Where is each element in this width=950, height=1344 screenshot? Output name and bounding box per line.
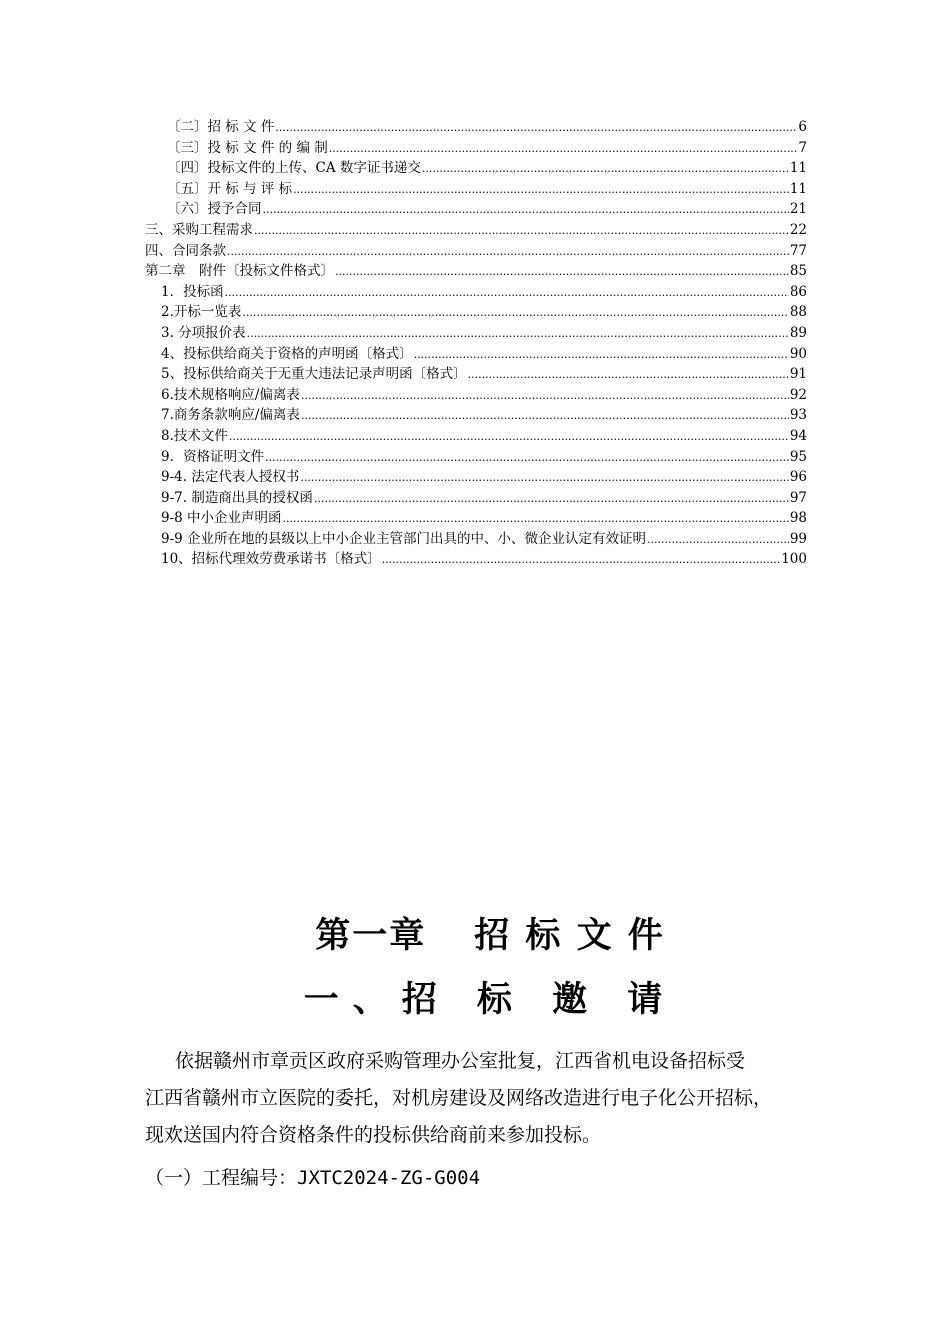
toc-entry-label: 9-8 中小企业声明函 <box>161 510 282 527</box>
toc-entry-page: 91 <box>789 366 807 383</box>
toc-leader-dots <box>301 386 789 407</box>
toc-entry-page: 90 <box>789 345 807 362</box>
toc-entry[interactable] <box>145 199 807 220</box>
toc-entry-label: 〔六〕授予合同 <box>167 201 262 218</box>
toc-leader-dots <box>265 448 789 469</box>
toc-entry-label: 四、合同条款 <box>145 242 226 259</box>
toc-leader-dots <box>382 550 781 571</box>
toc-leader-dots <box>247 324 789 345</box>
toc-entry[interactable] <box>145 364 807 385</box>
toc-leader-dots <box>301 406 789 427</box>
toc-entry-page: 94 <box>789 427 807 444</box>
toc-entry-page: 77 <box>789 242 807 259</box>
toc-entry[interactable] <box>145 344 807 365</box>
toc-entry-label: 10、招标代理效劳费承诺书〔格式〕 <box>161 551 381 568</box>
toc-entry-label: 三、采购工程需求 <box>145 221 253 238</box>
toc-entry-label: 9-4. 法定代表人授权书 <box>161 469 300 486</box>
toc-entry-page: 89 <box>789 324 807 341</box>
toc-entry-label: 〔五〕开 标 与 评 标 <box>167 180 293 197</box>
toc-entry-page: 96 <box>789 469 807 486</box>
toc-entry-label: 8.技术文件 <box>161 427 228 444</box>
toc-entry-label: 9-7. 制造商出具的授权函 <box>161 489 313 506</box>
body-paragraph <box>145 1043 855 1154</box>
project-number-line: （一）工程编号：JXTC2024-ZG-G004 <box>145 1167 481 1189</box>
toc-entry-label: 9-9 企业所在地的县级以上中小企业主管部门出具的中、小、微企业认定有效证明 <box>161 530 647 547</box>
toc-entry-page: 11 <box>789 160 807 177</box>
toc-entry-label: 2.开标一览表 <box>161 304 242 321</box>
toc-entry-label: 第二章 附件〔投标文件格式〕 <box>145 263 334 280</box>
toc-entry[interactable] <box>145 508 807 529</box>
toc-leader-dots <box>422 159 789 180</box>
toc-entry[interactable] <box>145 549 807 570</box>
toc-leader-dots <box>275 118 797 139</box>
toc-entry-page: 99 <box>789 530 807 547</box>
toc-entry-page: 93 <box>789 407 807 424</box>
toc-leader-dots <box>225 283 789 304</box>
toc-entry-page: 6 <box>798 119 807 135</box>
toc-entry-page: 97 <box>789 489 807 506</box>
body-line: 江西省赣州市立医院的委托，对机房建设及网络改造进行电子化公开招标， <box>145 1087 773 1109</box>
toc-entry-label: 5、投标供给商关于无重大违法记录声明函〔格式〕 <box>161 366 467 383</box>
toc-entry[interactable] <box>145 467 807 488</box>
toc-entry-page: 22 <box>789 221 807 238</box>
toc-leader-dots <box>414 345 789 366</box>
body-line: 现欢送国内符合资格条件的投标供给商前来参加投标。 <box>145 1124 602 1146</box>
toc-leader-dots <box>335 262 789 283</box>
toc-leader-dots <box>229 427 789 448</box>
toc-leader-dots <box>329 139 798 160</box>
toc-entry-label: 〔四〕投标文件的上传、CA 数字证书递交 <box>167 160 421 177</box>
toc-entry[interactable] <box>145 179 807 200</box>
table-of-contents <box>145 117 807 570</box>
toc-entry-page: 7 <box>798 139 807 156</box>
toc-entry-label: 7.商务条款响应/偏离表 <box>161 407 300 424</box>
toc-entry[interactable] <box>145 385 807 406</box>
chapter-title <box>0 908 950 958</box>
chapter-number: 第一章 <box>315 916 427 956</box>
body-line: 依据赣州市章贡区政府采购管理办公室批复，江西省机电设备招标受 <box>175 1050 746 1072</box>
toc-leader-dots <box>468 365 789 386</box>
toc-entry-page: 85 <box>789 263 807 280</box>
toc-leader-dots <box>283 509 789 530</box>
toc-entry-label: 4、投标供给商关于资格的声明函〔格式〕 <box>161 345 413 362</box>
toc-leader-dots <box>254 221 789 242</box>
toc-entry[interactable] <box>145 529 807 550</box>
toc-entry[interactable] <box>145 426 807 447</box>
toc-entry-label: 〔三〕投 标 文 件 的 编 制 <box>167 139 328 156</box>
toc-leader-dots <box>314 489 789 510</box>
toc-entry-page: 11 <box>789 180 807 197</box>
toc-entry[interactable] <box>145 282 807 303</box>
toc-entry-page: 95 <box>789 448 807 465</box>
toc-entry-label: 3. 分项报价表 <box>161 324 246 341</box>
toc-entry[interactable] <box>145 220 807 241</box>
toc-entry-page: 92 <box>789 386 807 403</box>
toc-entry-label: 1．投标函 <box>161 283 224 300</box>
toc-entry[interactable] <box>145 158 807 179</box>
toc-entry[interactable] <box>145 488 807 509</box>
toc-entry[interactable] <box>145 117 807 138</box>
toc-entry-page: 21 <box>789 201 807 218</box>
toc-entry[interactable] <box>145 405 807 426</box>
toc-leader-dots <box>227 242 789 263</box>
toc-leader-dots <box>293 180 789 201</box>
toc-entry[interactable] <box>145 261 807 282</box>
toc-leader-dots <box>300 468 788 489</box>
toc-entry-page: 86 <box>789 283 807 300</box>
toc-entry[interactable] <box>145 138 807 159</box>
chapter-name: 招 标 文 件 <box>474 916 665 956</box>
toc-leader-dots <box>263 200 789 221</box>
toc-entry[interactable] <box>145 241 807 262</box>
toc-entry-page: 88 <box>789 304 807 321</box>
toc-leader-dots <box>647 530 789 551</box>
toc-entry-label: 〔二〕招 标 文 件 <box>167 119 275 135</box>
toc-entry-label: 9．资格证明文件 <box>161 448 265 465</box>
toc-entry[interactable] <box>145 323 807 344</box>
toc-entry[interactable] <box>145 447 807 468</box>
toc-entry[interactable] <box>145 302 807 323</box>
toc-entry-label: 6.技术规格响应/偏离表 <box>161 386 300 403</box>
toc-entry-page: 98 <box>789 510 807 527</box>
toc-entry-page: 100 <box>781 551 807 568</box>
section-title: 一、招 标 邀 请 <box>303 980 677 1020</box>
toc-leader-dots <box>242 303 788 324</box>
